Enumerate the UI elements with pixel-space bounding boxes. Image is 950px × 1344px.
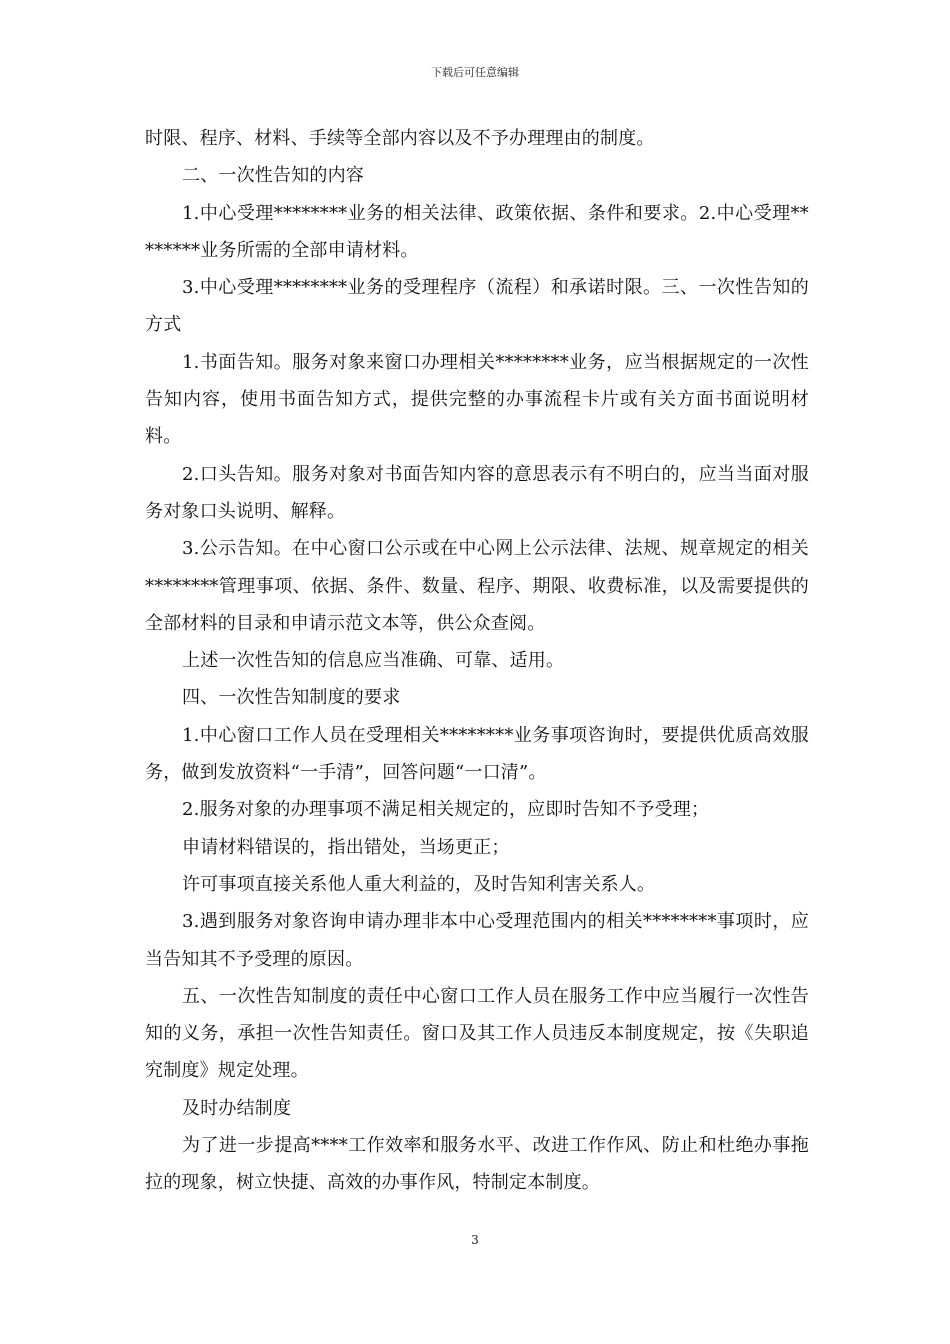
paragraph: 2.服务对象的办理事项不满足相关规定的，应即时告知不予受理；: [182, 799, 710, 821]
paragraph: 2.口头告知。服务对象对书面告知内容的意思表示有不明白的，应当当面对服务对象口头说明、解释。: [145, 463, 809, 522]
paragraph: 1.书面告知。服务对象来窗口办理相关********业务，应当根据规定的一次性告知内容，使用书面告知方式，提供完整的办事流程卡片或有关方面书面说明材料。: [145, 351, 809, 448]
page-number: 3: [471, 1233, 479, 1247]
paragraph: 1.中心窗口工作人员在受理相关********业务事项咨询时，要提供优质高效服务，做到发放资料“一手清”，回答问题“一口清”。: [145, 724, 809, 784]
document-body: [145, 120, 809, 1202]
paragraph: 3.遇到服务对象咨询申请办理非本中心受理范围内的相关********事项时，应当告知其不予受理的原因。: [145, 911, 809, 970]
paragraph: 许可事项直接关系他人重大利益的，及时告知利害关系人。: [182, 873, 656, 895]
page-header: 下载后可任意编辑: [431, 66, 519, 79]
paragraph: 为了进一步提高****工作效率和服务水平、改进工作作风、防止和杜绝办事拖拉的现象，树立快捷、高效的办事作风，特制定本制度。: [145, 1135, 809, 1194]
paragraph: 五、一次性告知制度的责任中心窗口工作人员在服务工作中应当履行一次性告知的义务，承担一次性告知责任。窗口及其工作人员违反本制度规定，按《失职追究制度》规定处理。: [145, 985, 809, 1082]
section-heading: 四、一次性告知制度的要求: [182, 687, 401, 709]
paragraph: 上述一次性告知的信息应当准确、可靠、适用。: [182, 650, 565, 672]
paragraph: 3.公示告知。在中心窗口公示或在中心网上公示法律、法规、规章规定的相关********管理事项、依据、条件、数量、程序、期限、收费标准，以及需要提供的全部材料的目录和申请示范文本等，供公众查阅。: [145, 538, 809, 634]
section-heading: 及时办结制度: [182, 1097, 292, 1119]
paragraph: 1.中心受理********业务的相关法律、政策依据、条件和要求。2.中心受理********业务所需的全部申请材料。: [145, 202, 809, 261]
paragraph: 时限、程序、材料、手续等全部内容以及不予办理理由的制度。: [145, 128, 655, 149]
paragraph: 3.中心受理********业务的受理程序（流程）和承诺时限。三、一次性告知的方式: [145, 277, 809, 336]
paragraph: 申请材料错误的，指出错处，当场更正；: [182, 836, 510, 858]
section-heading: 二、一次性告知的内容: [182, 165, 364, 187]
